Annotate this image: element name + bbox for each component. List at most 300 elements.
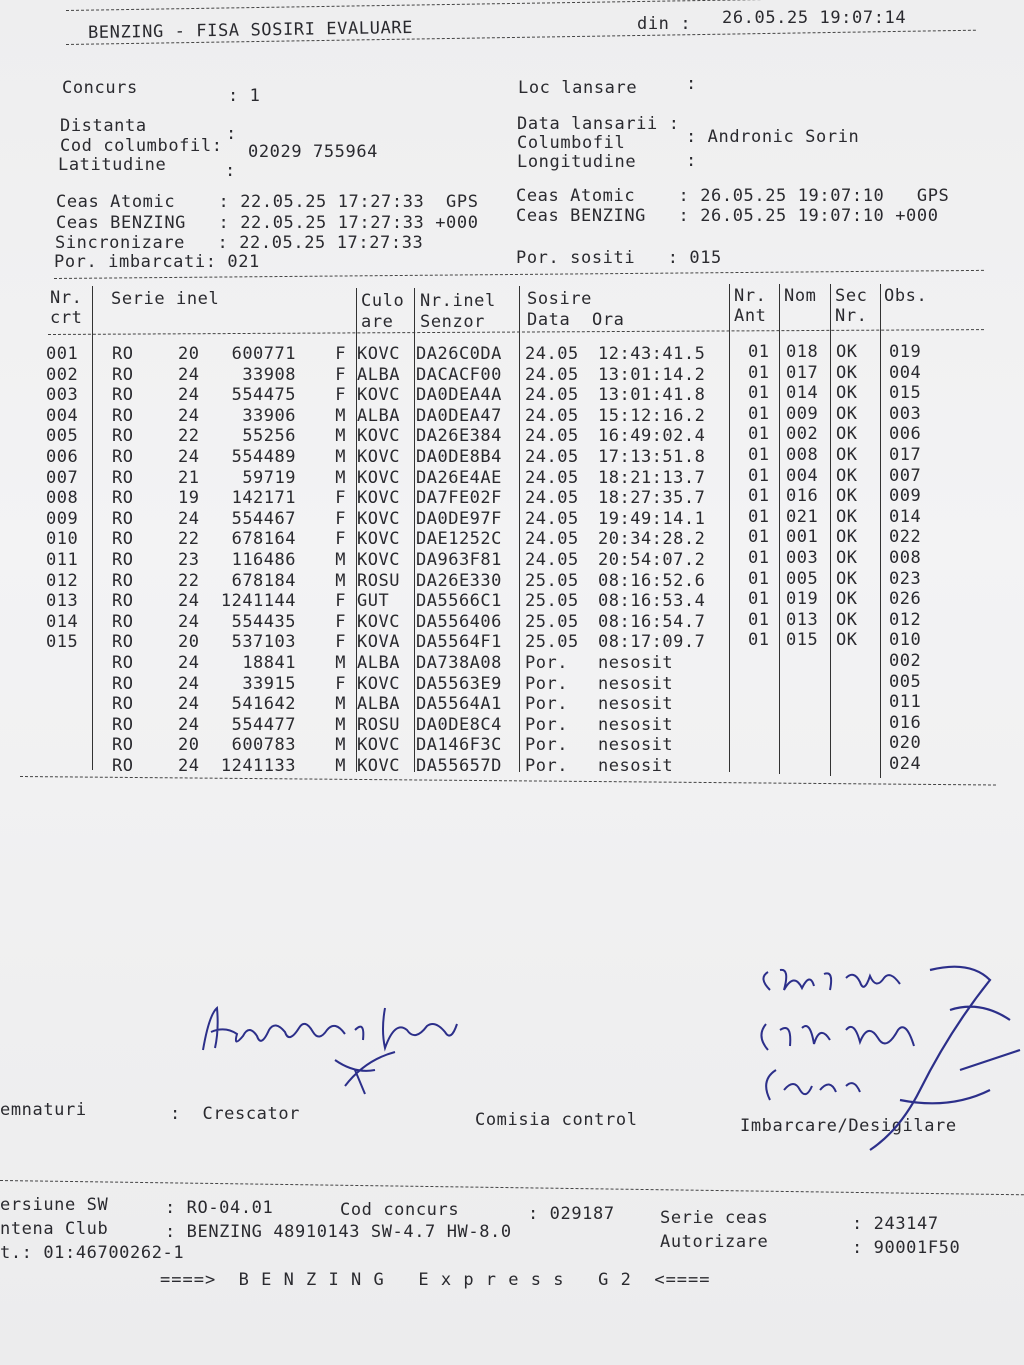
cell-an: 24 <box>178 591 200 612</box>
cell-sex: M <box>335 756 346 776</box>
cell-sex: M <box>335 570 346 591</box>
cell-cul: KOVC <box>357 673 400 694</box>
cell-obs: 015 <box>889 383 922 404</box>
report-title: BENZING - FISA SOSIRI EVALUARE <box>87 17 414 43</box>
cell-ora: 20:34:28.2 <box>598 529 706 550</box>
cell-sex: F <box>335 632 346 653</box>
cell-sex: M <box>335 467 346 488</box>
cell-an: 24 <box>178 714 200 735</box>
cell-data: 25.05 <box>525 611 579 632</box>
cell-data: Por. <box>525 653 568 673</box>
cell-sec: OK <box>836 527 858 548</box>
cell-cul: KOVC <box>357 385 400 406</box>
cell-nom: 002 <box>786 424 819 445</box>
table-row <box>0 671 1024 694</box>
table-header-rule <box>48 329 984 335</box>
cell-senzor: DA0DEA47 <box>416 405 502 426</box>
cell-an: 21 <box>178 467 200 488</box>
cod-columbofil-value: 02029 755964 <box>248 142 379 162</box>
cell-nr: 554435 <box>231 611 296 632</box>
cell-nr: 59719 <box>242 467 296 488</box>
cell-ora: 16:49:02.4 <box>598 426 706 447</box>
cell-obs: 016 <box>889 712 922 733</box>
footer-id: t.: 01:46700262-1 <box>0 1243 185 1263</box>
cell-nr: 554475 <box>231 385 296 406</box>
cell-senzor: DA5564A1 <box>416 694 502 715</box>
cell-tara: RO <box>112 385 134 406</box>
cell-cul: KOVC <box>357 488 400 509</box>
cell-ant: 01 <box>748 362 770 383</box>
cell-ant: 01 <box>748 424 770 445</box>
cell-cul: ROSU <box>357 570 400 591</box>
cell-ant: 01 <box>748 527 770 548</box>
cell-nom: 001 <box>786 527 819 548</box>
cell-nr: 554477 <box>231 714 296 735</box>
cell-nom: 005 <box>786 568 819 589</box>
cell-crt: 010 <box>46 529 79 550</box>
data-lansarii-label: Data lansarii : <box>517 114 680 134</box>
antena-club-value: : BENZING 48910143 SW-4.7 HW-8.0 <box>165 1222 512 1242</box>
cell-obs: 008 <box>889 548 922 568</box>
cell-ora: nesosit <box>598 653 674 673</box>
cell-obs: 023 <box>889 568 922 589</box>
cell-nom: 016 <box>786 486 819 507</box>
table-row <box>0 465 1024 488</box>
cell-tara: RO <box>112 447 134 467</box>
cell-crt: 007 <box>46 467 79 488</box>
cell-data: Por. <box>525 673 568 694</box>
col-sec-nr: Sec Nr. <box>835 286 868 326</box>
cell-ant: 01 <box>748 589 770 610</box>
imbarcare-label: Imbarcare/Desigilare <box>740 1116 957 1136</box>
cell-crt: 002 <box>46 364 79 385</box>
cell-nr: 600771 <box>231 344 296 364</box>
cell-sex: F <box>335 673 346 694</box>
cell-sec: OK <box>836 506 858 527</box>
cell-obs: 026 <box>889 589 922 610</box>
col-nr-inel-senzor: Nr.inel Senzor <box>420 291 496 332</box>
table-bottom-rule <box>20 776 996 786</box>
cell-an: 20 <box>178 632 200 653</box>
ceas-atomic-end: Ceas Atomic : 26.05.25 19:07:10 GPS <box>516 186 950 206</box>
cell-tara: RO <box>112 426 134 447</box>
cell-crt: 008 <box>46 488 79 509</box>
col-nr-crt: Nr. crt <box>50 288 83 328</box>
table-row <box>0 568 1024 591</box>
cell-cul: KOVA <box>357 632 400 653</box>
table-row <box>0 506 1024 529</box>
cell-obs: 024 <box>889 754 922 774</box>
cell-tara: RO <box>112 344 134 364</box>
loc-lansare-sep: : <box>686 74 697 94</box>
cell-nr: 541642 <box>231 694 296 715</box>
cell-ora: 17:13:51.8 <box>598 447 706 467</box>
cell-data: 25.05 <box>525 632 579 653</box>
cell-nom: 015 <box>786 630 819 651</box>
table-row <box>0 712 1024 735</box>
cell-tara: RO <box>112 488 134 509</box>
cod-concurs-value: : 029187 <box>528 1204 615 1224</box>
cell-sex: F <box>335 344 346 364</box>
cell-tara: RO <box>112 508 134 529</box>
cell-nr: 678184 <box>231 570 296 591</box>
cell-sex: M <box>335 550 346 570</box>
table-row <box>0 385 1024 405</box>
cell-ant: 01 <box>748 342 770 362</box>
cell-sex: M <box>335 653 346 673</box>
cell-crt: 004 <box>46 405 79 426</box>
cell-sec: OK <box>836 445 858 465</box>
cell-an: 24 <box>178 673 200 694</box>
cell-tara: RO <box>112 550 134 570</box>
cell-nr: 33908 <box>242 364 296 385</box>
cell-cul: ALBA <box>357 364 400 385</box>
cell-sec: OK <box>836 486 858 507</box>
latitudine-label: Latitudine <box>58 155 167 175</box>
serie-ceas-label: Serie ceas <box>660 1208 769 1228</box>
cell-sex: F <box>335 364 346 385</box>
cell-an: 22 <box>178 426 200 447</box>
col-serie-inel: Serie inel <box>111 289 220 309</box>
cell-senzor: DA5566C1 <box>416 591 502 612</box>
versiune-sw-value: : RO-04.01 <box>165 1198 274 1218</box>
cell-ora: 18:27:35.7 <box>598 488 706 509</box>
cell-tara: RO <box>112 405 134 426</box>
cell-senzor: DA0DE97F <box>416 508 502 529</box>
cell-nr: 554467 <box>231 508 296 529</box>
cell-sex: M <box>335 447 346 467</box>
crescator-label: : Crescator <box>170 1104 301 1124</box>
cell-ant: 01 <box>748 486 770 507</box>
cell-an: 24 <box>178 405 200 426</box>
cell-sex: F <box>335 508 346 529</box>
crescator-signature <box>195 990 465 1100</box>
cell-ant: 01 <box>748 403 770 424</box>
ceas-benzing-start: Ceas BENZING : 22.05.25 17:27:33 +000 <box>56 213 479 233</box>
cell-sex: F <box>335 488 346 509</box>
cell-cul: ALBA <box>357 694 400 715</box>
longitudine-sep: : <box>686 151 697 171</box>
semnaturi-label: emnaturi <box>0 1100 87 1120</box>
cell-obs: 010 <box>889 630 922 651</box>
cell-nr: 537103 <box>231 632 296 653</box>
cell-an: 24 <box>178 364 200 385</box>
table-row <box>0 591 1024 611</box>
cell-cul: GUT <box>357 591 390 612</box>
cell-an: 20 <box>178 344 200 364</box>
cell-crt: 005 <box>46 426 79 447</box>
cell-obs: 019 <box>889 342 922 362</box>
cell-senzor: DA5564F1 <box>416 632 502 653</box>
autorizare-value: : 90001F50 <box>852 1238 961 1258</box>
cell-nr: 678164 <box>231 529 296 550</box>
cell-obs: 014 <box>889 506 922 527</box>
cell-tara: RO <box>112 653 134 673</box>
cell-ant: 01 <box>748 568 770 589</box>
cell-ora: nesosit <box>598 735 674 756</box>
cell-ora: 18:21:13.7 <box>598 467 706 488</box>
cell-obs: 011 <box>889 692 922 713</box>
cell-an: 24 <box>178 653 200 673</box>
cell-nom: 009 <box>786 403 819 424</box>
cell-cul: KOVC <box>357 344 400 364</box>
cell-ora: 13:01:14.2 <box>598 364 706 385</box>
table-row <box>0 735 1024 755</box>
cell-data: 24.05 <box>525 385 579 406</box>
porumbei-sositi: Por. sositi : 015 <box>516 248 722 268</box>
cell-senzor: DA963F81 <box>416 550 502 570</box>
cell-obs: 002 <box>889 651 922 671</box>
ceas-benzing-end: Ceas BENZING : 26.05.25 19:07:10 +000 <box>516 206 939 226</box>
cell-sec: OK <box>836 548 858 568</box>
cell-senzor: DA0DEA4A <box>416 385 502 406</box>
cell-obs: 007 <box>889 465 922 486</box>
cell-an: 23 <box>178 550 200 570</box>
cell-data: 24.05 <box>525 364 579 385</box>
cell-sec: OK <box>836 568 858 589</box>
cell-tara: RO <box>112 529 134 550</box>
cell-data: Por. <box>525 694 568 715</box>
cell-senzor: DA26E330 <box>416 570 502 591</box>
cell-nom: 021 <box>786 506 819 527</box>
cell-tara: RO <box>112 570 134 591</box>
cell-tara: RO <box>112 714 134 735</box>
cell-data: Por. <box>525 756 568 776</box>
col-obs: Obs. <box>884 286 928 306</box>
cell-senzor: DA0DE8B4 <box>416 447 502 467</box>
cod-columbofil-label: Cod columbofil: <box>60 136 223 156</box>
cell-tara: RO <box>112 673 134 694</box>
cell-nom: 004 <box>786 465 819 486</box>
cell-senzor: DACACF00 <box>416 364 502 385</box>
cell-ora: nesosit <box>598 673 674 694</box>
cell-cul: KOVC <box>357 508 400 529</box>
cell-sec: OK <box>836 589 858 610</box>
cell-sec: OK <box>836 465 858 486</box>
cell-nom: 017 <box>786 362 819 383</box>
ceas-atomic-start: Ceas Atomic : 22.05.25 17:27:33 GPS <box>56 192 479 212</box>
comisie-signatures <box>750 950 1024 1160</box>
porumbei-imbarcati: Por. imbarcati: 021 <box>54 252 260 272</box>
cell-an: 24 <box>178 385 200 406</box>
cell-cul: KOVC <box>357 735 400 756</box>
cell-senzor: DA738A08 <box>416 653 502 673</box>
cell-sec: OK <box>836 342 858 362</box>
col-nr-ant: Nr. Ant <box>734 286 767 326</box>
cell-crt: 009 <box>46 508 79 529</box>
cell-nom: 018 <box>786 342 819 362</box>
cell-sex: M <box>335 694 346 715</box>
cell-nr: 142171 <box>231 488 296 509</box>
columbofil-label: Columbofil <box>517 133 626 153</box>
cell-ora: 08:17:09.7 <box>598 632 706 653</box>
table-row <box>0 426 1024 446</box>
cell-data: 24.05 <box>525 426 579 447</box>
cell-sec: OK <box>836 383 858 404</box>
table-row <box>0 344 1024 364</box>
cell-cul: KOVC <box>357 529 400 550</box>
cell-sex: F <box>335 385 346 406</box>
cell-data: 24.05 <box>525 529 579 550</box>
col-nom: Nom <box>784 286 817 306</box>
table-row <box>0 756 1024 776</box>
cell-tara: RO <box>112 694 134 715</box>
cell-senzor: DA5563E9 <box>416 673 502 694</box>
cell-sex: M <box>335 426 346 447</box>
cell-senzor: DA26E4AE <box>416 467 502 488</box>
table-row <box>0 488 1024 508</box>
cell-cul: KOVC <box>357 756 400 776</box>
serie-ceas-value: : 243147 <box>852 1214 939 1234</box>
cell-crt: 012 <box>46 570 79 591</box>
cell-an: 19 <box>178 488 200 509</box>
cell-sec: OK <box>836 630 858 651</box>
cell-ora: 08:16:54.7 <box>598 611 706 632</box>
columbofil-value: : Andronic Sorin <box>686 127 860 147</box>
cell-obs: 012 <box>889 609 922 630</box>
col-culoare: Culo are <box>361 291 405 332</box>
cell-crt: 003 <box>46 385 79 406</box>
cell-tara: RO <box>112 756 134 776</box>
cell-nr: 33915 <box>242 673 296 694</box>
cell-crt: 011 <box>46 550 79 570</box>
distanta-label: Distanta <box>60 116 147 136</box>
col-sosire: Sosire Data Ora <box>527 289 625 330</box>
cell-nr: 18841 <box>242 653 296 673</box>
cell-crt: 001 <box>46 344 79 364</box>
cell-nom: 019 <box>786 589 819 610</box>
cell-sec: OK <box>836 362 858 383</box>
cell-data: 24.05 <box>525 447 579 467</box>
cell-senzor: DA26E384 <box>416 426 502 447</box>
cell-data: 24.05 <box>525 488 579 509</box>
cell-ora: nesosit <box>598 714 674 735</box>
table-row <box>0 529 1024 549</box>
cell-crt: 015 <box>46 632 79 653</box>
cell-data: 24.05 <box>525 344 579 364</box>
cell-an: 24 <box>178 447 200 467</box>
cell-tara: RO <box>112 632 134 653</box>
cell-an: 24 <box>178 611 200 632</box>
cell-an: 22 <box>178 570 200 591</box>
cell-nr: 55256 <box>242 426 296 447</box>
cell-obs: 022 <box>889 527 922 548</box>
cell-senzor: DAE1252C <box>416 529 502 550</box>
report-date-value: 26.05.25 19:07:14 <box>722 8 907 28</box>
cell-data: Por. <box>525 735 568 756</box>
cell-crt: 006 <box>46 447 79 467</box>
cell-sec: OK <box>836 403 858 424</box>
cell-data: 25.05 <box>525 591 579 612</box>
cell-nr: 1241133 <box>220 756 296 776</box>
cell-tara: RO <box>112 611 134 632</box>
cell-an: 22 <box>178 529 200 550</box>
table-row <box>0 653 1024 673</box>
footer-rule <box>0 1180 1024 1195</box>
cell-ant: 01 <box>748 609 770 630</box>
cell-cul: KOVC <box>357 611 400 632</box>
table-row <box>0 632 1024 652</box>
cell-data: 24.05 <box>525 550 579 570</box>
cell-ora: 19:49:14.1 <box>598 508 706 529</box>
table-row <box>0 694 1024 714</box>
cell-sec: OK <box>836 609 858 630</box>
cell-obs: 006 <box>889 424 922 445</box>
cell-tara: RO <box>112 591 134 612</box>
loc-lansare-label: Loc lansare <box>518 78 638 98</box>
concurs-label: Concurs <box>62 78 138 98</box>
latitudine-sep: : <box>225 161 236 181</box>
cell-sex: M <box>335 735 346 756</box>
cell-sec: OK <box>836 424 858 445</box>
cell-data: 24.05 <box>525 405 579 426</box>
concurs-value: : 1 <box>228 86 261 106</box>
cell-cul: KOVC <box>357 447 400 467</box>
cell-ora: 15:12:16.2 <box>598 405 706 426</box>
cell-cul: ALBA <box>357 405 400 426</box>
cell-ant: 01 <box>748 630 770 651</box>
cell-nr: 116486 <box>231 550 296 570</box>
report-date-label: din : <box>637 14 692 34</box>
cell-ora: 13:01:41.8 <box>598 385 706 406</box>
cod-concurs-label: Cod concurs <box>340 1200 460 1220</box>
cell-tara: RO <box>112 735 134 756</box>
cell-obs: 004 <box>889 362 922 383</box>
cell-an: 24 <box>178 694 200 715</box>
cell-an: 20 <box>178 735 200 756</box>
cell-data: 24.05 <box>525 467 579 488</box>
cell-crt: 014 <box>46 611 79 632</box>
sincronizare: Sincronizare : 22.05.25 17:27:33 <box>55 233 424 253</box>
cell-nom: 014 <box>786 383 819 404</box>
cell-nom: 008 <box>786 445 819 465</box>
cell-an: 24 <box>178 508 200 529</box>
cell-data: 24.05 <box>525 508 579 529</box>
table-row <box>0 362 1024 385</box>
cell-data: 25.05 <box>525 570 579 591</box>
cell-ora: 08:16:53.4 <box>598 591 706 612</box>
cell-obs: 005 <box>889 671 922 692</box>
cell-senzor: DA0DE8C4 <box>416 714 502 735</box>
cell-senzor: DA26C0DA <box>416 344 502 364</box>
benzing-express-banner: ====> B E N Z I N G E x p r e s s G 2 <==== <box>160 1270 711 1290</box>
table-row <box>0 447 1024 467</box>
cell-nr: 600783 <box>231 735 296 756</box>
cell-ant: 01 <box>748 445 770 465</box>
distanta-sep: : <box>226 124 237 144</box>
cell-crt: 013 <box>46 591 79 612</box>
cell-nr: 33906 <box>242 405 296 426</box>
cell-nom: 013 <box>786 609 819 630</box>
comisia-control-label: Comisia control <box>475 1110 638 1130</box>
table-row <box>0 550 1024 570</box>
cell-sex: F <box>335 611 346 632</box>
cell-nr: 1241144 <box>220 591 296 612</box>
cell-ora: nesosit <box>598 694 674 715</box>
longitudine-label: Longitudine <box>517 152 637 172</box>
cell-data: Por. <box>525 714 568 735</box>
table-row <box>0 609 1024 632</box>
versiune-sw-label: ersiune SW <box>0 1195 109 1215</box>
cell-tara: RO <box>112 364 134 385</box>
antena-club-label: ntena Club <box>0 1219 109 1239</box>
cell-senzor: DA146F3C <box>416 735 502 756</box>
cell-nom: 003 <box>786 548 819 568</box>
cell-ora: 12:43:41.5 <box>598 344 706 364</box>
cell-senzor: DA55657D <box>416 756 502 776</box>
cell-sex: F <box>335 529 346 550</box>
cell-ant: 01 <box>748 383 770 404</box>
